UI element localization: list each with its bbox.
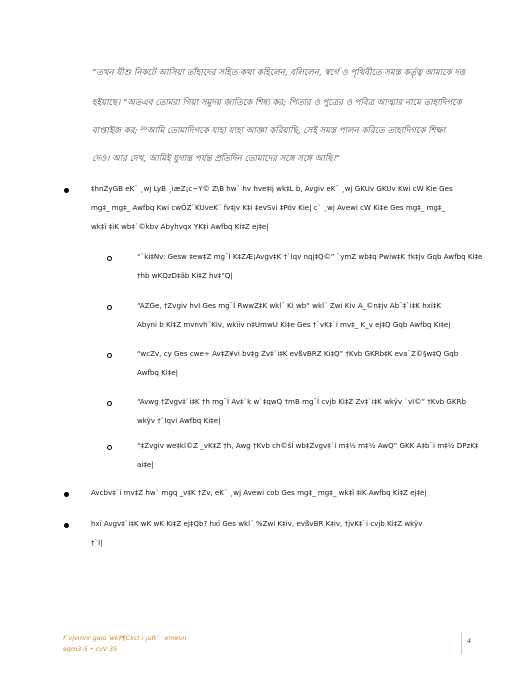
bible-quote-line-3: বাপ্তাইজ কর; ²⁰আমি তোমাদিগকে যাহা যাহা আজ্ঞা করিয়াছি, সেই সমস্ত পালন করিতে তাহাদিগকে শিক্ষা (92, 126, 446, 136)
sub-bullet-5-line-2: ai‡e| (137, 460, 154, 469)
sub-bullet-3-line-1: “wcZv, cy Ges cwe÷ Av‡Z¥vi bv‡g Zv‡`i‡K evßvBRZ Ki‡Q” †Kvb GKRb‡K eva¨Z©§w‡Q Gqb (137, 349, 459, 358)
page-number: 4 (467, 637, 472, 645)
sub-bullet-3-line-2: Awfbq Ki‡e| (137, 368, 179, 377)
bullet-2-line-1: Avcbv‡`i mv‡Z hw` mgq _v‡K †Zv, eK¨ ¸wj Avewi cob Ges mg‡_ mg‡_ wk‡ï ‡iK Awfbq Ki‡Z ej‡e| (91, 488, 427, 497)
footer-line-2: eqm3-5 • cvV 35 (63, 645, 118, 653)
page-number-divider (461, 632, 462, 654)
sub-bullet-2-line-2: Abyni b Ki‡Z mvnvh¨Kiv, wkïiv n‡UmwU Ki‡e Ges †`vK‡`i mv‡_ K_v ej‡Q Gqb Awfbq Ki‡e| (137, 320, 451, 329)
sub-bullet-2-line-1: “AZGe, †Zvgiv hvI Ges mg¯Í RwwZ‡K wkl¨ Ki wb“ wkl¨ Zwi Kiv A_©n‡jv Ab¨‡`i‡K hxï‡K (137, 301, 442, 310)
bullet-1-line-2: mg‡_ mg‡_ Awfbq Kwi cwÖZ¨KUveK¨ fv‡jv K‡i ‡evSvi ‡Póv Kie| c` ¸wj Avewi cW Ki‡e Ges mg‡_ mg‡_ (91, 203, 446, 212)
bullet-3-line-1: hxï Avgv‡`i‡K wK wK Ki‡Z ej‡Qb? hxï Ges wkl¨ %Zwi K‡iv, evßvBR K‡iv, †jvK‡`i cvjb Ki‡Z wkÿv (91, 519, 423, 528)
sub-bullet-4-marker (107, 401, 112, 406)
sub-bullet-5-line-1: “‡Zvgiv we‡kl©Z _vK‡Z †h, Awg †Kvb ch©šÍ wb‡Zvgv‡`i m‡½ m‡½ AwQ” GKK A‡b¨i m‡½ DPzK‡ (137, 441, 479, 450)
sub-bullet-2-marker (107, 305, 112, 310)
bullet-1-line-1: ‡hnZyGB eK¨ ¸wj LyB ¸iæZ¡c~Y© Z\B hw` hv hve‡ij wk‡L b, Avgiv eK¨ ¸wj GKUv GKUv Kwi cW Kie Ges (91, 184, 453, 193)
bible-quote-line-2: হইয়াছে। “অতএব তোমরা গিয়া সমুদয় জাতিকে শিষ্য কর; পিতার ও পুত্রের ও পবিত্র আত্মার নামে তাহাদিগকে (92, 98, 462, 108)
bullet-2-marker (64, 492, 69, 497)
sub-bullet-4-line-1: “Avwg †Zvgv‡`i‡K †h mg¯Í Av‡`k w`‡qwQ †mB mg¯Í cvjb Ki‡Z Zv‡`i‡K wkÿv `vI©” †Kvb GKRb (137, 397, 466, 406)
sub-bullet-3-marker (107, 353, 112, 358)
sub-bullet-1-line-2: †hb wKQzD‡ãb Ki‡Z hv‡”Q| (137, 271, 233, 280)
sub-bullet-1-marker (107, 256, 112, 261)
bullet-3-line-2: †`I| (91, 538, 103, 547)
sub-bullet-1-line-1: “`ki‡Nv: Gesw ‡ew‡Z mg¯Í K‡ZÆ¡Avgv‡K †`lqv nqj‡Q©” `ymZ wb‡q Pwiw‡K †k‡jv Gqb Awfbq Ki‡e (137, 252, 483, 261)
bullet-1-marker (64, 188, 69, 193)
bible-quote-line-4: দেও। আর দেখ, আমিই যুগান্ত পর্যন্ত প্রতিদিন তোমাদের সঙ্গে সঙ্গে আছি।” (92, 154, 340, 164)
bullet-1-line-3: wk‡ï ‡iK wb‡`©kbv Abyhvqx YK‡i Awfbq Ki‡Z ej‡e| (91, 222, 269, 231)
bullet-3-marker (64, 523, 69, 528)
bible-quote-line-1: “তখন যীশু নিকটে আসিয়া তাঁহাদের সহিত কথা কহিলেন, বলিলেন, স্বর্গে ও পৃথিবীতে সমস্ত কর্তৃত্ব আমাকে দত্ত (92, 68, 465, 78)
sub-bullet-5-marker (107, 445, 112, 450)
sub-bullet-4-line-2: wkÿv †`Iqvi Awfbq Ki‡e| (137, 416, 221, 425)
footer-line-1: f¨vjvmnr gaio¨wk‡¶Ckcl i ¡uR¨ `emevn (63, 634, 187, 642)
